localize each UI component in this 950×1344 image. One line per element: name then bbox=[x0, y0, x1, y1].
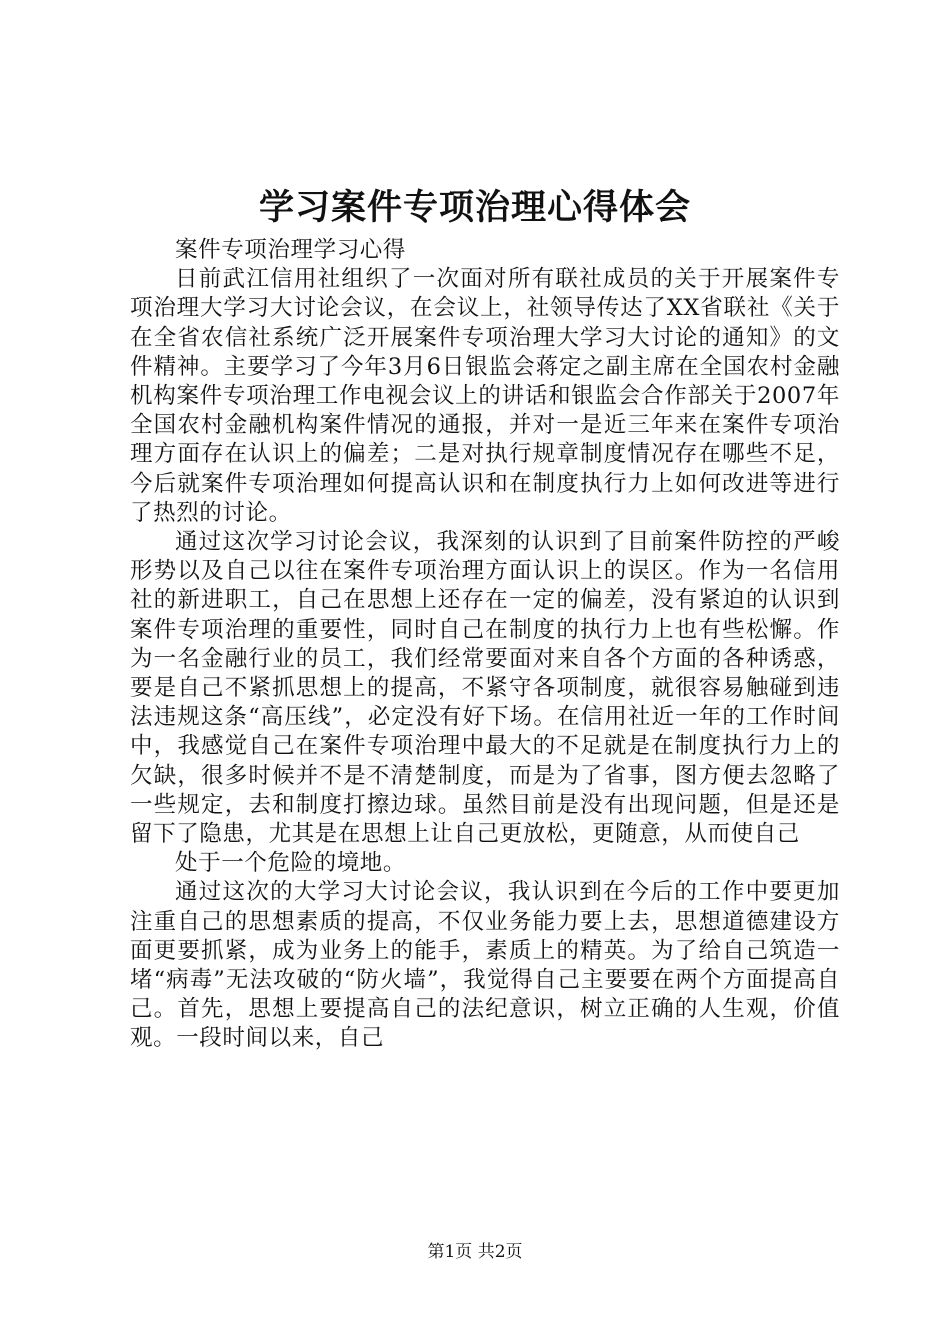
body-paragraph: 日前武江信用社组织了一次面对所有联社成员的关于开展案件专项治理大学习大讨论会议，在会议上，社领导传达了XX省联社《关于在全省农信社系统广泛开展案件专项治理大学习大讨论的通知》的文件精神。主要学习了今年3月6日银监会蒋定之副主席在全国农村金融机构案件专项治理工作电视会议上的讲话和银监会合作部关于2007年全国农村金融机构案件情况的通报，并对一是近三年来在案件专项治理方面存在认识上的偏差；二是对执行规章制度情况存在哪些不足，今后就案件专项治理如何提高认识和在制度执行力上如何改进等进行了热烈的讨论。 bbox=[130, 266, 840, 526]
subtitle-paragraph: 案件专项治理学习心得 bbox=[175, 237, 407, 263]
page-number-footer: 第1页 共2页 bbox=[427, 1242, 523, 1262]
document-body bbox=[130, 236, 840, 1054]
body-paragraph: 通过这次的大学习大讨论会议，我认识到在今后的工作中要更加注重自己的思想素质的提高，不仅业务能力要上去，思想道德建设方面更要抓紧，成为业务上的能手，素质上的精英。为了给自己筑造一堵“病毒”无法攻破的“防火墙”，我觉得自己主要要在两个方面提高自己。首先，思想上要提高自己的法纪意识，树立正确的人生观，价值观。一段时间以来，自己 bbox=[130, 879, 840, 1052]
body-paragraph: 处于一个危险的境地。 bbox=[175, 850, 407, 877]
body-paragraph: 通过这次学习讨论会议，我深刻的认识到了目前案件防控的严峻形势以及自己以往在案件专项治理方面认识上的误区。作为一名信用社的新进职工，自己在思想上还存在一定的偏差，没有紧迫的认识到案件专项治理的重要性，同时自己在制度的执行力上也有些松懈。作为一名金融行业的员工，我们经常要面对来自各个方面的各种诱惑，要是自己不紧抓思想上的提高，不紧守各项制度，就很容易触碰到违法违规这条“高压线”，必定没有好下场。在信用社近一年的工作时间中，我感觉自己在案件专项治理中最大的不足就是在制度执行力上的欠缺，很多时候并不是不清楚制度，而是为了省事，图方便去忽略了一些规定，去和制度打擦边球。虽然目前是没有出现问题，但是还是留下了隐患，尤其是在思想上让自己更放松，更随意，从而使自己 bbox=[130, 529, 840, 848]
document-title: 学习案件专项治理心得体会 bbox=[258, 187, 691, 228]
